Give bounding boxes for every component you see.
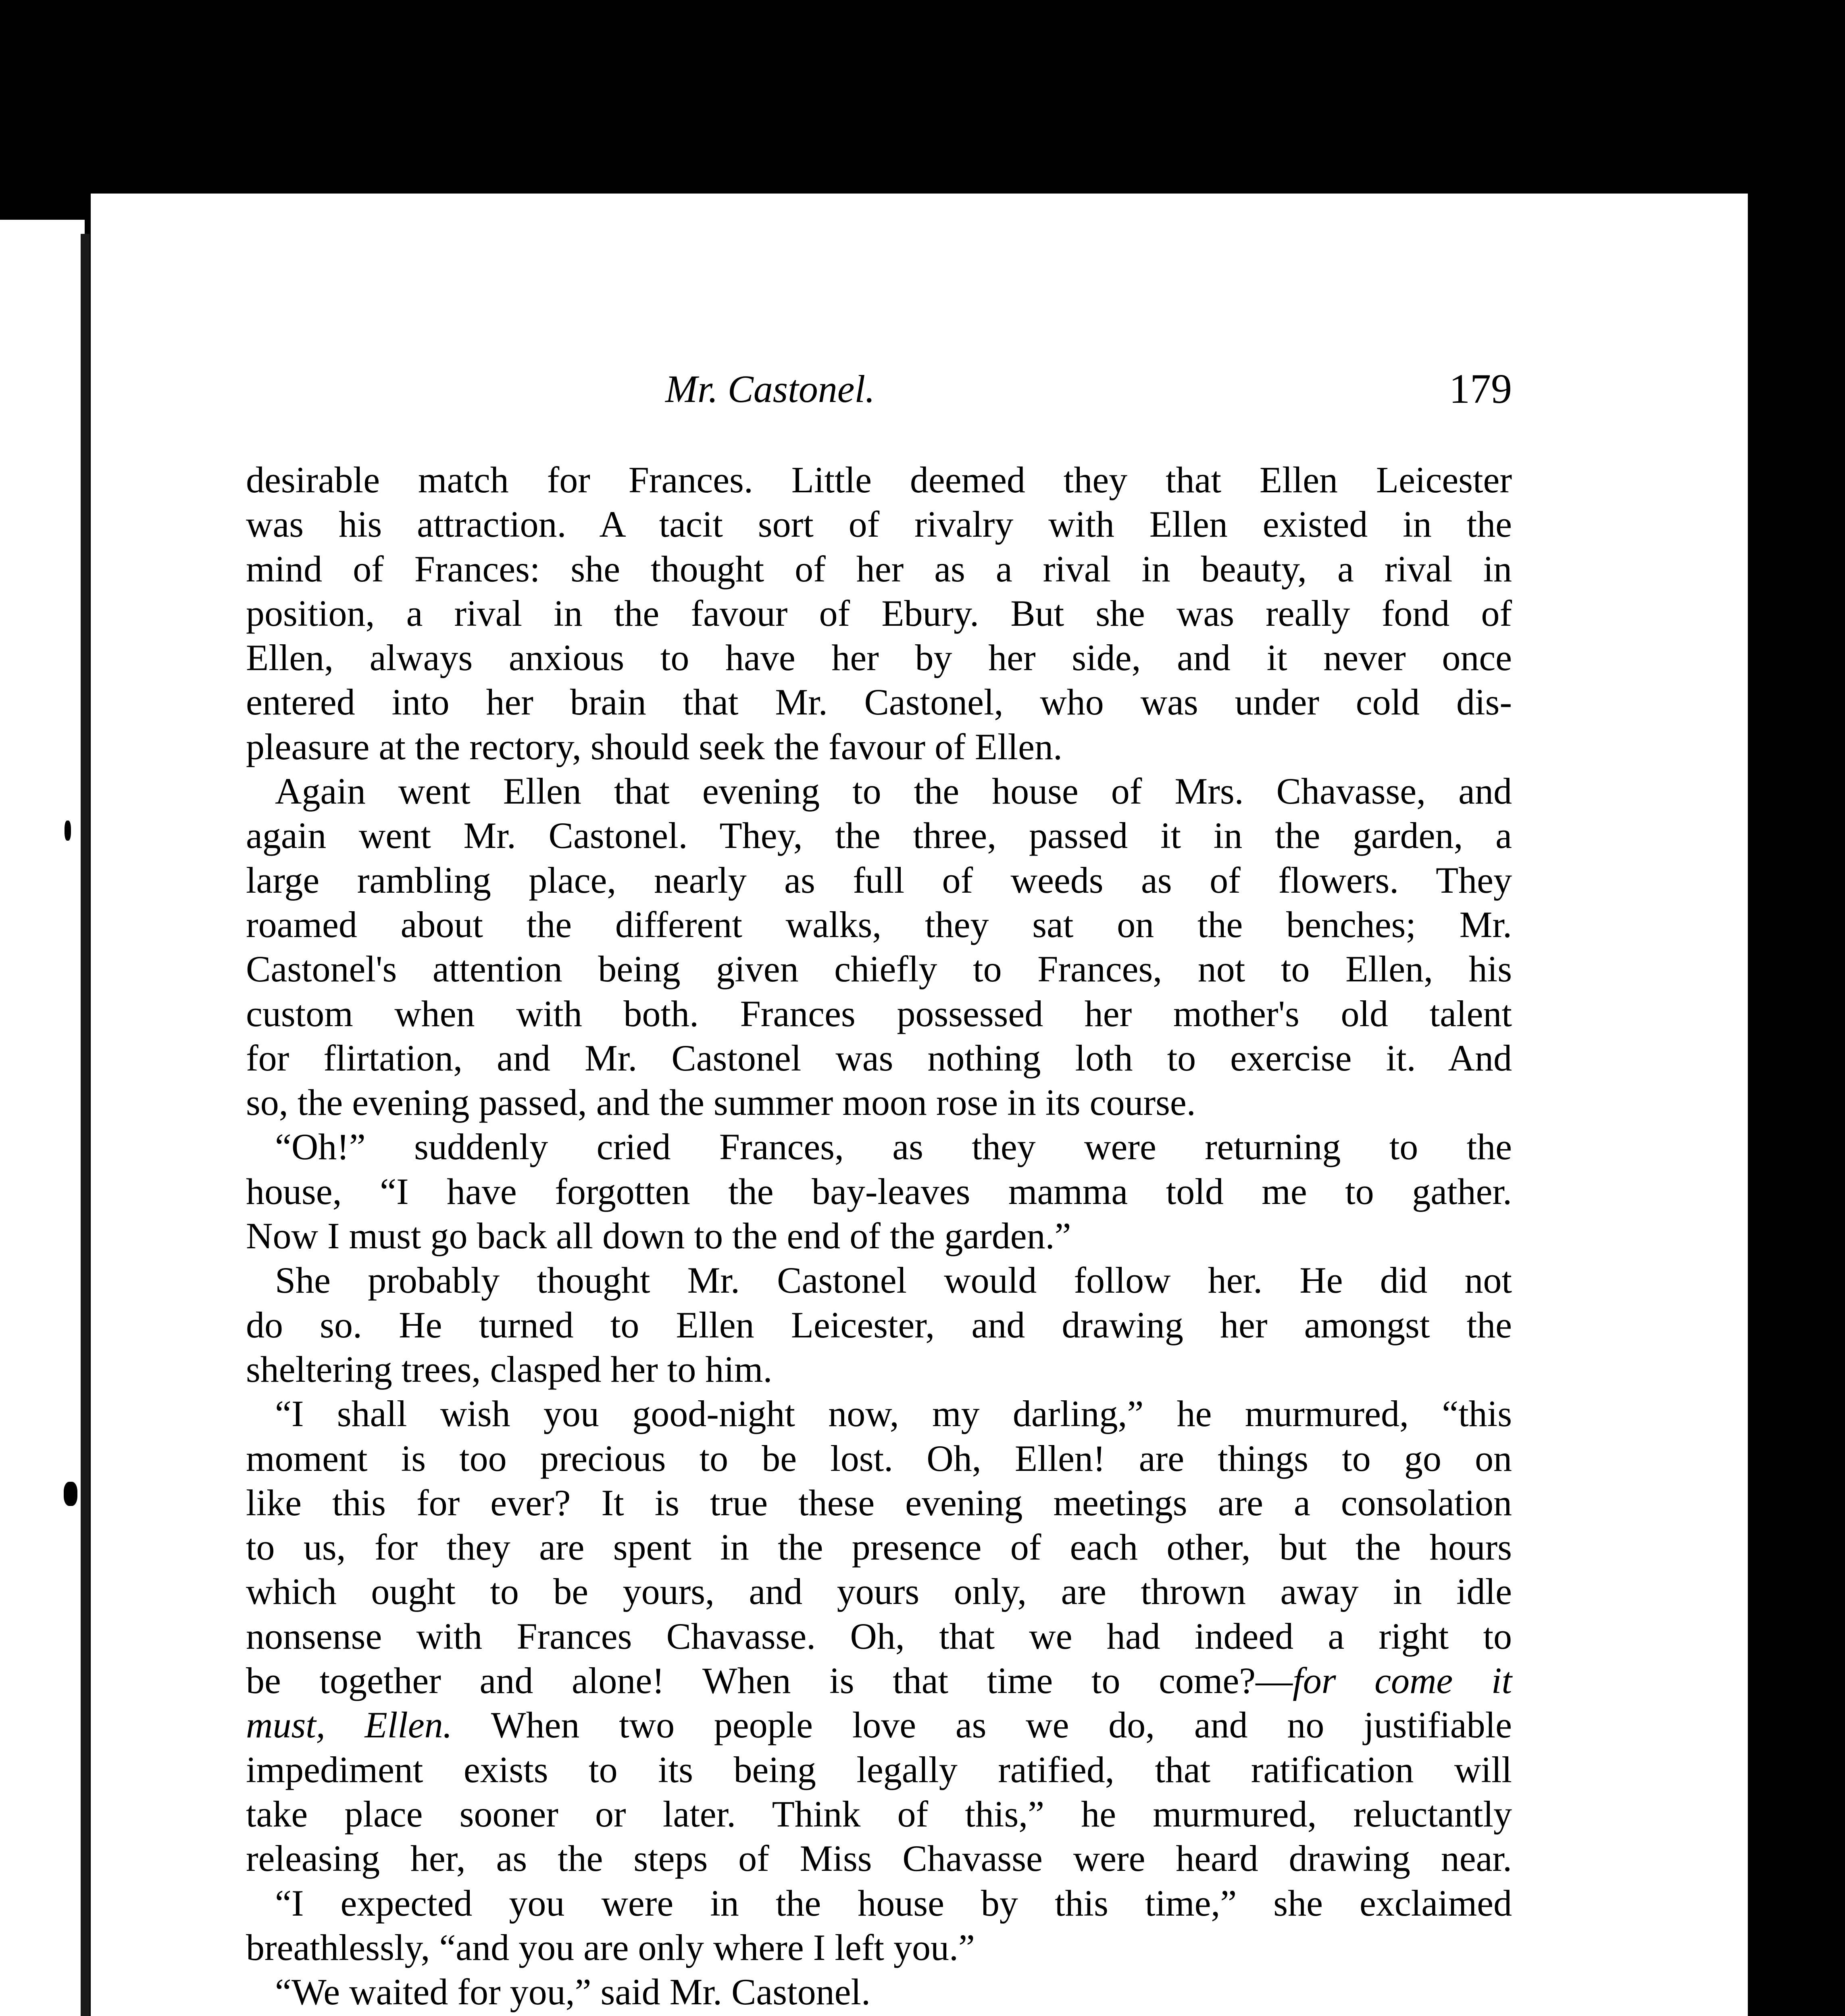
text-line: releasing her, as the steps of Miss Chavasse were heard drawing near. <box>246 1838 1512 1879</box>
text-line: Castonel's attention being given chiefly to Frances, not to Ellen, his <box>246 948 1512 990</box>
text-line: again went Mr. Castonel. They, the three, passed it in the garden, a <box>246 815 1512 856</box>
page-content <box>91 194 1748 2016</box>
text-line: large rambling place, nearly as full of weeds as of flowers. They <box>246 859 1512 901</box>
text-line <box>246 1703 1512 1747</box>
running-head <box>246 361 1512 433</box>
text-line: take place sooner or later. Think of this,” he murmured, reluctantly <box>246 1793 1512 1835</box>
text-line: sheltering trees, clasped her to him. <box>246 1348 773 1390</box>
italic-segment: must, Ellen. <box>246 1704 452 1746</box>
text-line: pleasure at the rectory, should seek the favour of Ellen. <box>246 726 1062 767</box>
text-line: so, the evening passed, and the summer moon rose in its course. <box>246 1082 1196 1123</box>
text-line: “We waited for you,” said Mr. Castonel. <box>275 1971 870 2013</box>
text-line: “I expected you were in the house by this time,” she exclaimed <box>275 1882 1512 1924</box>
binding-gutter <box>81 234 90 2016</box>
margin-mark <box>64 1482 77 1506</box>
text-segment: be together and alone! When is that time to come?— <box>246 1660 1293 1702</box>
text-line: to us, for they are spent in the presence of each other, but the hours <box>246 1527 1512 1568</box>
italic-segment: for come it <box>1293 1660 1512 1702</box>
text-line: impediment exists to its being legally ratified, that ratification will <box>246 1749 1512 1790</box>
text-line: house, “I have forgotten the bay-leaves mamma told me to gather. <box>246 1170 1512 1212</box>
text-line: position, a rival in the favour of Ebury. But she was really fond of <box>246 592 1512 634</box>
text-line: for flirtation, and Mr. Castonel was nothing loth to exercise it. And <box>246 1037 1512 1079</box>
text-line: She probably thought Mr. Castonel would follow her. He did not <box>275 1260 1512 1301</box>
running-head-title: Mr. Castonel. <box>665 367 875 410</box>
text-line: Now I must go back all down to the end of the garden.” <box>246 1215 1071 1257</box>
page-number: 179 <box>1449 366 1512 412</box>
text-line: roamed about the different walks, they sat on the benches; Mr. <box>246 904 1512 945</box>
text-line: do so. He turned to Ellen Leicester, and drawing her amongst the <box>246 1304 1512 1345</box>
text-line: custom when with both. Frances possessed her mother's old talent <box>246 993 1512 1034</box>
text-line <box>246 2014 1512 2016</box>
text-line <box>246 1658 1512 1703</box>
body-text <box>246 458 1512 2016</box>
text-line: “Oh!” suddenly cried Frances, as they were returning to the <box>275 1126 1512 1168</box>
text-line: was his attraction. A tacit sort of rivalry with Ellen existed in the <box>246 504 1512 545</box>
adjacent-page-edge <box>0 220 85 2016</box>
text-line: like this for ever? It is true these evening meetings are a consolation <box>246 1482 1512 1523</box>
text-line: nonsense with Frances Chavasse. Oh, that we had indeed a right to <box>246 1615 1512 1657</box>
text-line: breathlessly, “and you are only where I left you.” <box>246 1926 975 1968</box>
text-line: moment is too precious to be lost. Oh, Ellen! are things to go on <box>246 1437 1512 1479</box>
text-line: entered into her brain that Mr. Castonel, who was under cold dis- <box>246 681 1512 723</box>
text-line: “I shall wish you good-night now, my darling,” he murmured, “this <box>275 1393 1512 1435</box>
text-line: Again went Ellen that evening to the house of Mrs. Chavasse, and <box>275 771 1512 812</box>
text-line: desirable match for Frances. Little deemed they that Ellen Leicester <box>246 459 1512 500</box>
text-line: which ought to be yours, and yours only, are thrown away in idle <box>246 1571 1512 1612</box>
text-line: Ellen, always anxious to have her by her side, and it never once <box>246 637 1512 679</box>
text-segment: When two people love as we do, and no justifiable <box>452 1704 1512 1746</box>
margin-mark <box>65 821 71 841</box>
text-line: mind of Frances: she thought of her as a rival in beauty, a rival in <box>246 548 1512 589</box>
